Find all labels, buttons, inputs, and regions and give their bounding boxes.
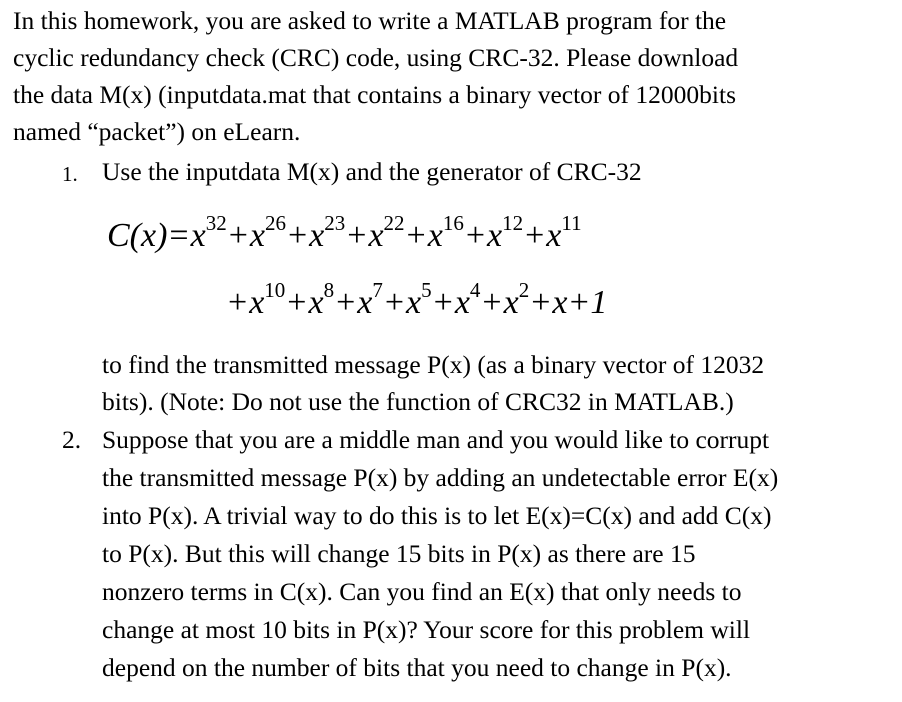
item-line: into P(x). A trivial way to do this is to let E(x)=C(x) and add C(x) <box>102 501 772 530</box>
formula-exponent: 8 <box>323 277 335 302</box>
formula-exponent: 23 <box>324 210 346 235</box>
intro-line: the data M(x) (inputdata.mat that contains a binary vector of 12000bits <box>13 80 737 109</box>
item-line: Suppose that you are a middle man and you would like to corrupt <box>102 425 770 454</box>
formula-exponent: 22 <box>383 210 405 235</box>
item-line: to find the transmitted message P(x) (as a binary vector of 12032 <box>102 350 765 379</box>
item-line: change at most 10 bits in P(x)? Your score for this problem will <box>102 615 751 644</box>
formula-exponent: 32 <box>205 210 227 235</box>
item-line: the transmitted message P(x) by adding an undetectable error E(x) <box>102 463 779 492</box>
item-number: 1. <box>62 162 78 186</box>
formula-exponent: 10 <box>264 277 286 302</box>
formula-exponent: 7 <box>372 277 383 302</box>
crc32-formula-line-1: $C(x)=x^{32}+x^{26}+x^{23}+x^{22}+x^{16}+x^{12}+x^{11}$ <box>107 210 582 254</box>
crc32-formula-line-2: $+x^{10}+x^8+x^7+x^5+x^4+x^2+x+1$ <box>228 277 608 321</box>
intro-line: named “packet”) on eLearn. <box>13 117 301 146</box>
formula-exponent: 4 <box>469 277 481 302</box>
formula-exponent: 12 <box>502 210 524 235</box>
formula-exponent: 26 <box>264 210 286 235</box>
formula-exponent: 5 <box>421 277 432 302</box>
formula-lhs: C(x) <box>107 217 168 254</box>
item-line: Use the inputdata M(x) and the generator of CRC-32 <box>102 157 642 186</box>
item-number: 2. <box>62 425 82 454</box>
formula-exponent: 2 <box>518 277 530 302</box>
item-line: to P(x). But this will change 15 bits in P(x) as there are 15 <box>102 539 696 568</box>
formula-exponent: 16 <box>442 210 464 235</box>
item-line: bits). (Note: Do not use the function of CRC32 in MATLAB.) <box>102 387 734 416</box>
item-line: depend on the number of bits that you need to change in P(x). <box>102 653 732 682</box>
formula-tail: x+1 <box>552 284 608 321</box>
formula-exponent: 11 <box>561 210 582 235</box>
intro-line: cyclic redundancy check (CRC) code, using CRC-32. Please download <box>13 43 739 72</box>
intro-line: In this homework, you are asked to write a MATLAB program for the <box>13 6 727 35</box>
item-line: nonzero terms in C(x). Can you find an E(x) that only needs to <box>102 577 742 606</box>
